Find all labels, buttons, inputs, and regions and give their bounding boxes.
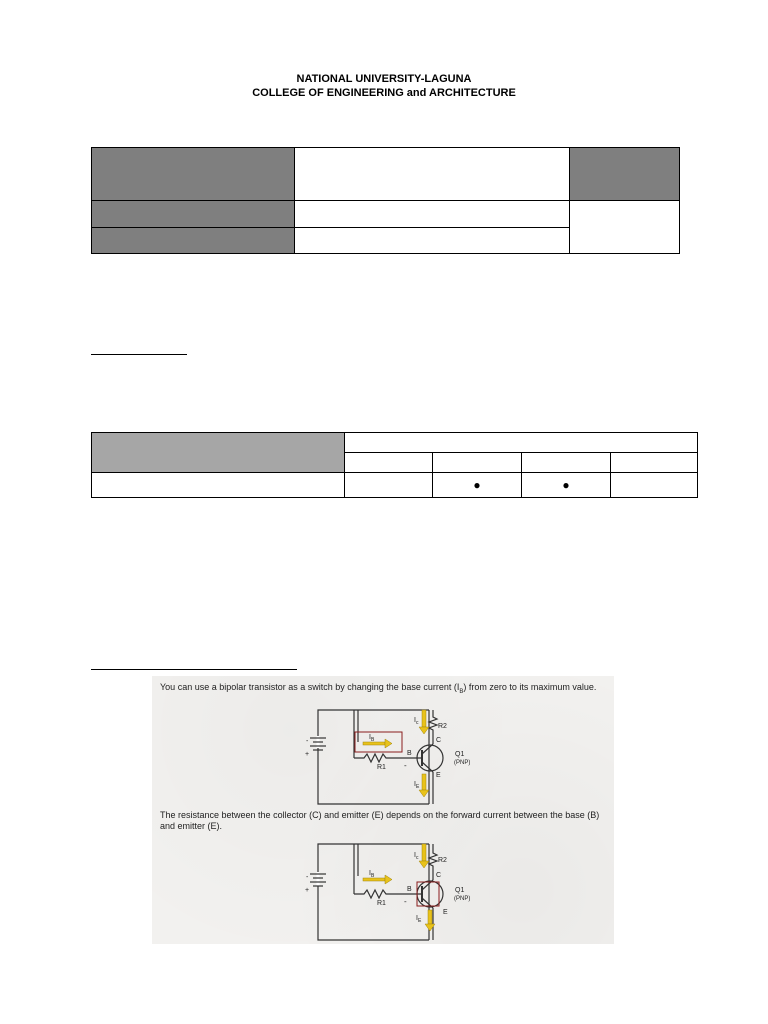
info-cell-value-1[interactable] [295, 148, 570, 201]
rating-header-col-1 [345, 453, 433, 473]
info-cell-label-2 [92, 201, 295, 228]
circuit-labels-2 [305, 852, 470, 924]
collector-label: C [436, 872, 442, 879]
battery-plus-label: + [305, 887, 310, 894]
rating-row-cell-2[interactable] [433, 473, 522, 498]
battery-minus-label: - [306, 874, 309, 881]
section-heading-underline-1 [91, 354, 187, 355]
q1-label: Q1 [455, 751, 465, 758]
figure-caption-1: You can use a bipolar transistor as a switch by changing the base current $(I_B)$ from zero to its maximum value. [160, 682, 597, 695]
info-cell-score-value[interactable] [570, 201, 680, 254]
info-cell-value-2[interactable] [295, 201, 570, 228]
info-cell-value-3[interactable] [295, 228, 570, 254]
scanned-figure [152, 676, 614, 944]
battery-minus-label: - [306, 738, 309, 745]
ie-label: $I_E$ [414, 781, 420, 790]
rating-row-cell-3[interactable] [522, 473, 611, 498]
rating-header-scale [345, 433, 698, 453]
rating-header-col-3 [522, 453, 611, 473]
collector-label: C [436, 737, 442, 744]
info-cell-score-header [570, 148, 680, 201]
bullet-icon: ● [562, 478, 570, 492]
rating-header-criteria [92, 433, 345, 473]
rating-row-criteria [92, 473, 345, 498]
r1-label: R1 [377, 900, 386, 907]
pnp-label: (PNP) [454, 896, 471, 902]
ic-label: $I_c$ [414, 717, 419, 726]
figure-caption-2: The resistance between the collector (C) and emitter (E) depends on the forward current between the base (B) and emitter (E). [160, 810, 600, 831]
rating-row-cell-1[interactable] [345, 473, 433, 498]
r2-label: R2 [438, 723, 447, 730]
ie-label: $I_E$ [416, 915, 422, 924]
rating-header-col-2 [433, 453, 522, 473]
base-label: B [407, 886, 412, 893]
rating-row-cell-4[interactable] [611, 473, 698, 498]
circuit-labels-1 [305, 717, 470, 790]
emitter-label: E [443, 909, 448, 916]
base-minus-label: - [404, 897, 407, 906]
rating-header-col-4 [611, 453, 698, 473]
pnp-label: (PNP) [454, 760, 471, 766]
ic-label: $I_c$ [414, 852, 419, 861]
base-minus-label: - [404, 761, 407, 770]
rating-table [91, 432, 698, 498]
r2-label: R2 [438, 857, 447, 864]
ib-label: $I_B$ [369, 734, 375, 743]
university-name: NATIONAL UNIVERSITY-LAGUNA [296, 73, 472, 85]
r1-label: R1 [377, 764, 386, 771]
info-cell-label-3 [92, 228, 295, 254]
bullet-icon: ● [473, 478, 481, 492]
info-cell-label-1 [92, 148, 295, 201]
battery-plus-label: + [305, 751, 310, 758]
college-name: COLLEGE OF ENGINEERING and ARCHITECTURE [252, 87, 516, 99]
section-heading-underline-2 [91, 669, 297, 670]
ib-label: $I_B$ [369, 870, 375, 879]
info-table [91, 147, 680, 254]
base-label: B [407, 750, 412, 757]
q1-label: Q1 [455, 887, 465, 894]
emitter-label: E [436, 772, 441, 779]
